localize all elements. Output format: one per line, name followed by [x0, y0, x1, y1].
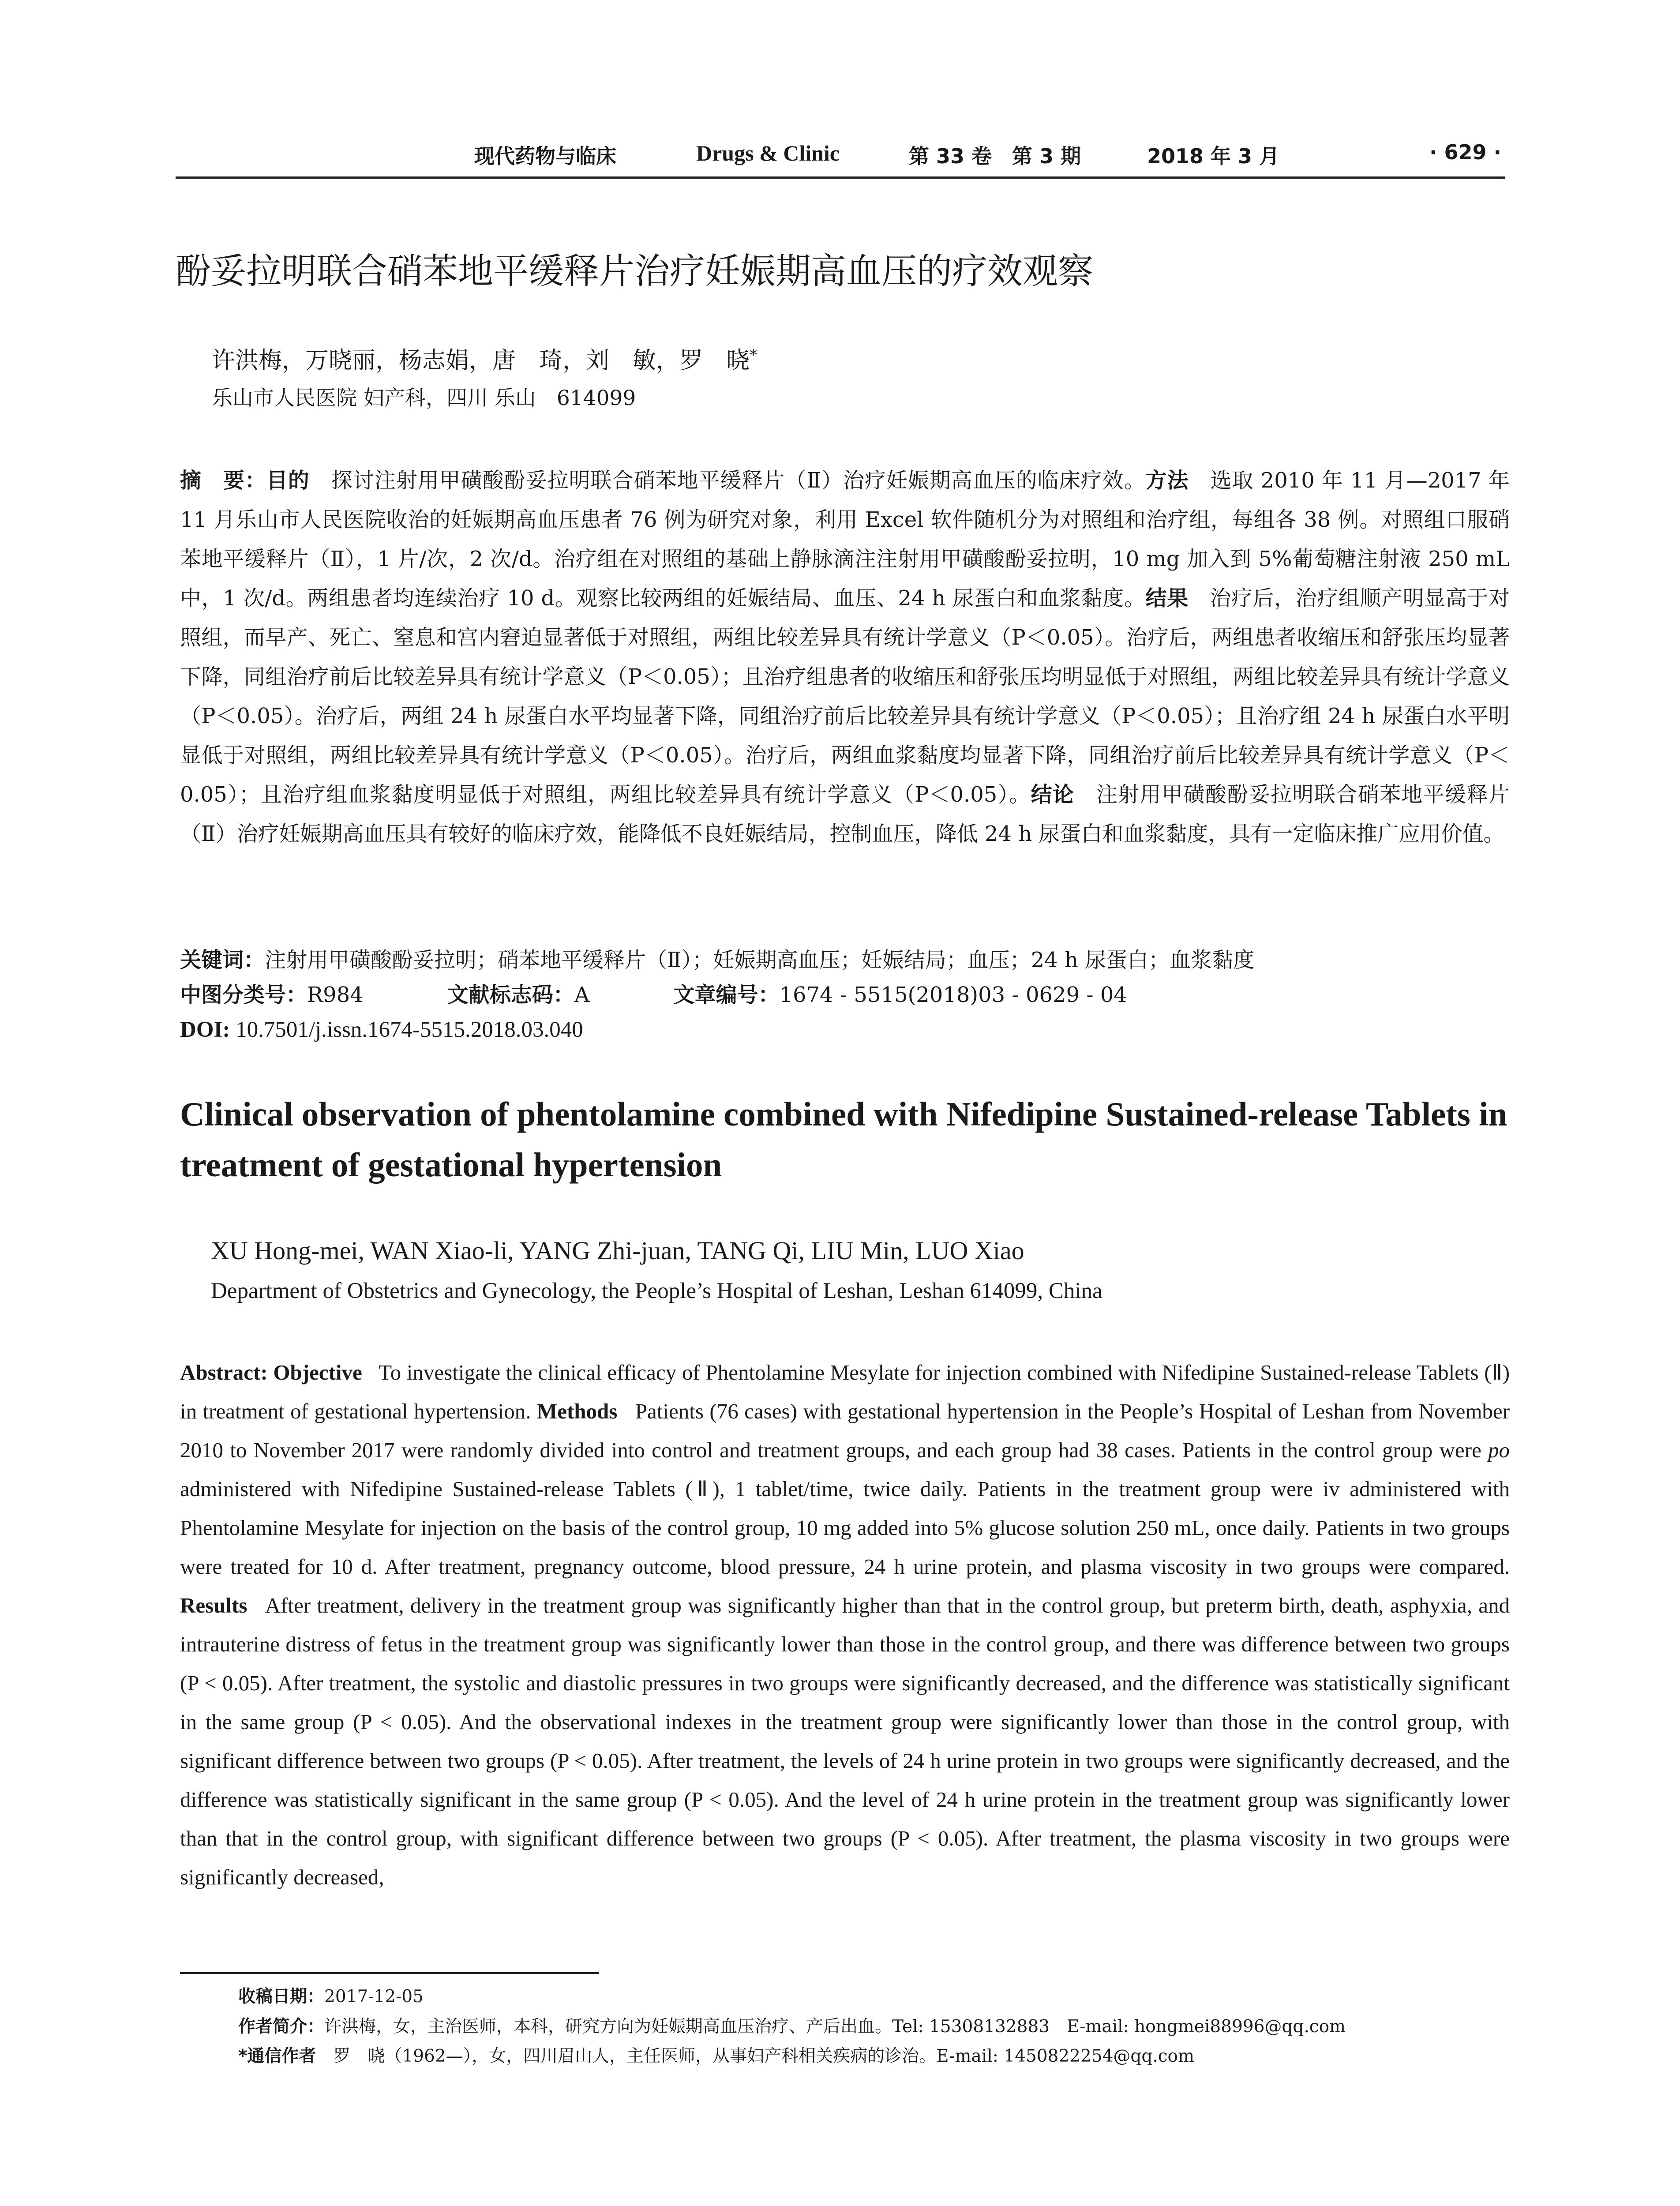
- footnote-received: [238, 1983, 424, 2011]
- clc-label: 中图分类号：: [180, 983, 308, 1007]
- corresponding-mark: *: [750, 346, 757, 364]
- conclusion-cn: 注射用甲磺酸酚妥拉明联合硝苯地平缓释片（Ⅱ）治疗妊娠期高血压具有较好的临床疗效，能降低不良妊娠结局，控制血压，降低 24 h 尿蛋白和血浆黏度，具有一定临床推广应用价值。: [180, 782, 1510, 846]
- conclusion-cn-label: 结论: [1031, 782, 1075, 807]
- clc-value: R984: [307, 983, 364, 1007]
- corresponding-label: *通信作者: [238, 2046, 316, 2066]
- footnote-corresponding: [238, 2043, 1194, 2070]
- results-en-label: Results: [180, 1593, 248, 1617]
- keywords-cn: [180, 942, 1254, 978]
- results-en: After treatment, delivery in the treatment group was significantly higher than that in the control group, but preterm birth, death, asphyxia, and intrauterine distress of fetus in the treatment group was significantly lower than those in the control group, and there was difference between two groups (P < 0.05). After treatment, the systolic and diastolic pressures in two groups were significantly decreased, and the difference was statistically significant in the same group (P < 0.05). And the observational indexes in the treatment group were significantly lower than those in the control group, with significant difference between two groups (P < 0.05). After treatment, the levels of 24 h urine protein in two groups were significantly decreased, and the difference was statistically significant in the same group (P < 0.05). And the level of 24 h urine protein in the treatment group was significantly lower than that in the control group, with significant difference between two groups (P < 0.05). After treatment, the plasma viscosity in two groups were significantly decreased,: [180, 1593, 1510, 1889]
- affiliation-cn: 乐山市人民医院 妇产科，四川 乐山 614099: [212, 386, 636, 410]
- keywords-cn-label: 关键词：: [180, 948, 265, 972]
- page-number: · 629 ·: [1429, 140, 1501, 164]
- methods-en-po: po: [1488, 1438, 1510, 1462]
- keywords-cn-text: 注射用甲磺酸酚妥拉明；硝苯地平缓释片（Ⅱ）；妊娠期高血压；妊娠结局；血压；24 h 尿蛋白；血浆黏度: [265, 948, 1255, 972]
- objective-cn: 探讨注射用甲磺酸酚妥拉明联合硝苯地平缓释片（Ⅱ）治疗妊娠期高血压的临床疗效。: [331, 468, 1146, 493]
- authors-cn-names: 许洪梅，万晓丽，杨志娟，唐 琦，刘 敏，罗 晓: [212, 347, 750, 374]
- title-cn: 酚妥拉明联合硝苯地平缓释片治疗妊娠期高血压的疗效观察: [176, 251, 1093, 292]
- methods-en-1: Patients (76 cases) with gestational hypertension in the People’s Hospital of Leshan from November 2010 to November 2017 were randomly divided into control and treatment groups, and each group had 38 cases. Patients in the control group were: [180, 1399, 1510, 1462]
- methods-cn: 选取 2010 年 11 月—2017 年 11 月乐山市人民医院收治的妊娠期高血压患者 76 例为研究对象，利用 Excel 软件随机分为对照组和治疗组，每组各 38 例。对照组口服硝苯地平缓释片（Ⅱ），1 片/次，2 次/d。治疗组在对照组的基础上静脉滴注注射用甲磺酸酚妥拉明，10 mg 加入到 5%葡萄糖注射液 250 mL 中，1 次/d。两组患者均连续治疗 10 d。观察比较两组的妊娠结局、血压、24 h 尿蛋白和血浆黏度。: [180, 468, 1510, 611]
- header-rule: [176, 176, 1505, 179]
- author-bio-label: 作者简介：: [238, 2017, 325, 2037]
- objective-en-label: Objective: [273, 1360, 362, 1384]
- footnote-author: [238, 2013, 1346, 2041]
- results-cn: 治疗后，治疗组顺产明显高于对照组，而早产、死亡、窒息和宫内窘迫显著低于对照组，两组比较差异具有统计学意义（P＜0.05）。治疗后，两组患者收缩压和舒张压均显著下降，同组治疗前后比较差异具有统计学意义（P＜0.05）；且治疗组患者的收缩压和舒张压均明显低于对照组，两组比较差异具有统计学意义（P＜0.05）。治疗后，两组 24 h 尿蛋白水平均显著下降，同组治疗前后比较差异具有统计学意义（P＜0.05）；且治疗组 24 h 尿蛋白水平明显低于对照组，两组比较差异具有统计学意义（P＜0.05）。治疗后，两组血浆黏度均显著下降，同组治疗前后比较差异具有统计学意义（P＜0.05）；且治疗组血浆黏度明显低于对照组，两组比较差异具有统计学意义（P＜0.05）。: [180, 586, 1510, 807]
- doi-line: [180, 1012, 583, 1047]
- received-label: 收稿日期：: [238, 1987, 325, 2007]
- affiliation-en: Department of Obstetrics and Gynecology, the People’s Hospital of Leshan, Leshan 614099, China: [211, 1279, 1102, 1303]
- authors-cn: [212, 339, 757, 377]
- footnote-rule: [180, 1972, 599, 1974]
- volume-issue: 第 33 卷 第 3 期: [909, 144, 1081, 168]
- received-date: 2017-12-05: [324, 1987, 424, 2007]
- title-en: Clinical observation of phentolamine combined with Nifedipine Sustained-release Tablets in treatment of gestational hypertension: [180, 1095, 1508, 1184]
- authors-en: XU Hong-mei, WAN Xiao-li, YANG Zhi-juan, TANG Qi, LIU Min, LUO Xiao: [211, 1236, 1024, 1265]
- article-no-label: 文章编号：: [673, 983, 780, 1007]
- methods-en-label: Methods: [536, 1399, 618, 1423]
- doi-value: 10.7501/j.issn.1674-5515.2018.03.040: [236, 1017, 583, 1042]
- author-bio: 许洪梅，女，主治医师，本科，研究方向为妊娠期高血压治疗、产后出血。Tel: 15308132883 E-mail: hongmei88996@qq.com: [324, 2017, 1346, 2037]
- abstract-en: [180, 1353, 1510, 1897]
- classification-line: [180, 977, 1127, 1013]
- results-cn-label: 结果: [1145, 586, 1189, 611]
- journal-name-cn: 现代药物与临床: [474, 144, 616, 168]
- objective-cn-label: 目的: [266, 468, 310, 493]
- methods-en-2: administered with Nifedipine Sustained-release Tablets (Ⅱ), 1 tablet/time, twice daily. Patients in the treatment group were iv administered with Phentolamine Mesylate for injection on the basis of the control group, 10 mg added into 5% glucose solution 250 mL, once daily. Patients in two groups were treated for 10 d. After treatment, pregnancy outcome, blood pressure, 24 h urine protein, and plasma viscosity in two groups were compared.: [180, 1477, 1510, 1579]
- doc-code-value: A: [574, 983, 590, 1007]
- objective-en: To investigate the clinical efficacy of Phentolamine Mesylate for injection combined with Nifedipine Sustained-release Tablets (Ⅱ) in treatment of gestational hypertension.: [180, 1360, 1510, 1423]
- issue-date: 2018 年 3 月: [1147, 144, 1280, 168]
- doi-label: DOI:: [180, 1017, 230, 1042]
- doc-code-label: 文献标志码：: [447, 983, 574, 1007]
- journal-name-en: Drugs & Clinic: [696, 141, 840, 165]
- methods-cn-label: 方法: [1145, 468, 1189, 493]
- abstract-en-label: Abstract:: [180, 1360, 268, 1384]
- corresponding-bio: 罗 晓（1962—），女，四川眉山人，主任医师，从事妇产科相关疾病的诊治。E-mail: 1450822254@qq.com: [333, 2046, 1195, 2066]
- abstract-cn: [180, 461, 1510, 854]
- abstract-cn-label: 摘 要：: [180, 468, 266, 493]
- article-no-value: 1674 - 5515(2018)03 - 0629 - 04: [779, 983, 1127, 1007]
